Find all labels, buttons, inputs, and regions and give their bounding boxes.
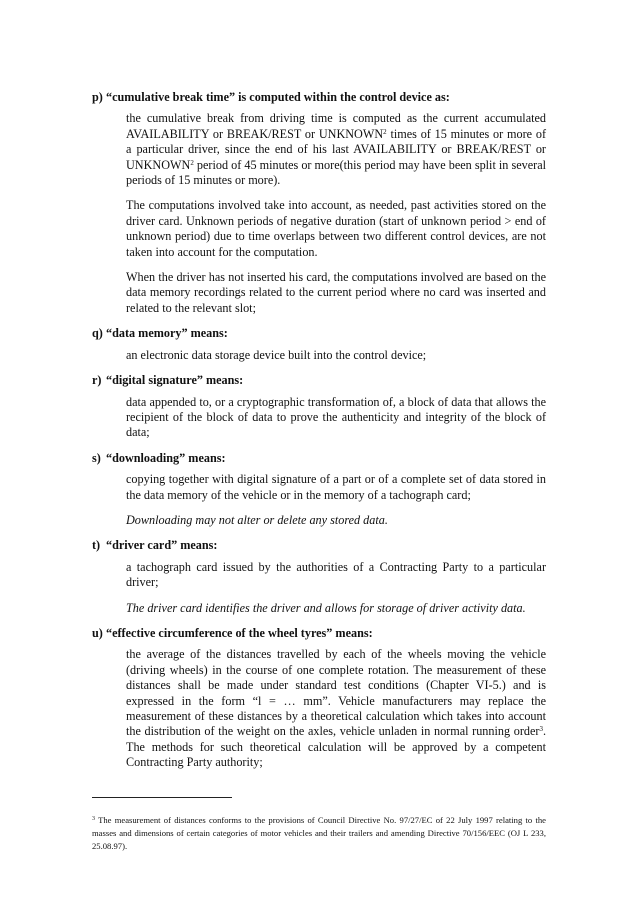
text: the cumulative break from driving time is computed as the current accumulated AVAILABILITY or BREAK/REST or UNKNOWN xyxy=(126,111,546,141)
item-header xyxy=(92,626,546,641)
text: period of 45 minutes or more(this period may have been split in several periods of 15 minutes or more). xyxy=(126,157,546,188)
paragraph: data appended to, or a cryptographic transformation of, a block of data that allows the recipient of the block of data to prove the authenticity and integrity of the block of data; xyxy=(126,394,546,440)
item-label: s) xyxy=(92,450,101,465)
item-heading: “data memory” means: xyxy=(106,326,228,341)
note: The driver card identifies the driver and allows for storage of driver activity data. xyxy=(126,600,526,615)
item-heading: “driver card” means: xyxy=(106,538,218,553)
paragraph: an electronic data storage device built into the control device; xyxy=(126,347,427,362)
item-label: p) xyxy=(92,90,103,104)
item-header xyxy=(92,451,546,466)
footnote-ref: 3 xyxy=(539,725,543,734)
footnote xyxy=(92,814,546,853)
paragraph xyxy=(126,647,546,770)
definition-r xyxy=(92,373,546,441)
item-header xyxy=(92,326,546,341)
definition-q xyxy=(92,326,546,363)
footnote-mark: 3 xyxy=(92,815,95,822)
text: . The methods for such theoretical calculation will be approved by a competent Contracting Party authority; xyxy=(126,724,546,770)
paragraph: The computations involved take into account, as needed, past activities stored on the driver card. Unknown periods of negative duration (start of unknown period > end of unknown period) due to time overlaps between two different control devices, are not taken into account for the computation. xyxy=(126,198,546,259)
item-header xyxy=(92,538,546,553)
footnote-ref: 2 xyxy=(190,158,194,167)
item-label: r) xyxy=(92,373,102,388)
item-label: t) xyxy=(92,538,101,553)
paragraph: When the driver has not inserted his card, the computations involved are based on the data memory recordings related to the current period where no card was inserted and related to the relevant slot; xyxy=(126,270,546,315)
footnote-separator xyxy=(92,797,232,798)
paragraph xyxy=(126,111,546,188)
paragraph: copying together with digital signature of a part or of a complete set of data stored in the data memory of the vehicle or in the memory of a tachograph card; xyxy=(126,472,546,502)
note: Downloading may not alter or delete any stored data. xyxy=(126,512,388,527)
item-heading: “effective circumference of the wheel tyres” means: xyxy=(106,625,373,640)
item-heading: “downloading” means: xyxy=(106,450,226,465)
text: the average of the distances travelled by each of the wheels moving the vehicle (driving wheels) in the course of one complete rotation. The measurement of these distances shall be made under standard test conditions (Chapter VI-5.) and is expressed in the form “l = … mm”. Vehicle manufacturers may replace the measurement of these distances by a theoretical calculation which takes into account the distribution of the weight on the axles, vehicle unladen in normal running order xyxy=(126,647,546,739)
item-header xyxy=(92,373,546,388)
definition-p xyxy=(92,90,546,316)
footnote-text: The measurement of distances conforms to the provisions of Council Directive No. 97/27/EC of 22 July 1997 relating to the masses and dimensions of certain categories of motor vehicles and their trailers and amending Directive 70/156/EEC (OJ L 233, 25.08.97). xyxy=(92,814,546,851)
item-heading: “cumulative break time” is computed within the control device as: xyxy=(106,90,450,104)
definition-t xyxy=(92,538,546,616)
item-label: q) xyxy=(92,326,103,341)
item-header xyxy=(92,90,546,105)
footnote-ref: 2 xyxy=(383,127,387,136)
item-label: u) xyxy=(92,625,103,640)
text: times of 15 minutes or more of a particular driver, since the end of his last AVAILABILITY or BREAK/REST or UNKNOWN xyxy=(126,126,547,172)
item-heading: “digital signature” means: xyxy=(106,373,244,388)
paragraph: a tachograph card issued by the authorities of a Contracting Party to a particular driver; xyxy=(126,559,546,590)
definition-u xyxy=(92,626,546,771)
definition-s xyxy=(92,451,546,529)
